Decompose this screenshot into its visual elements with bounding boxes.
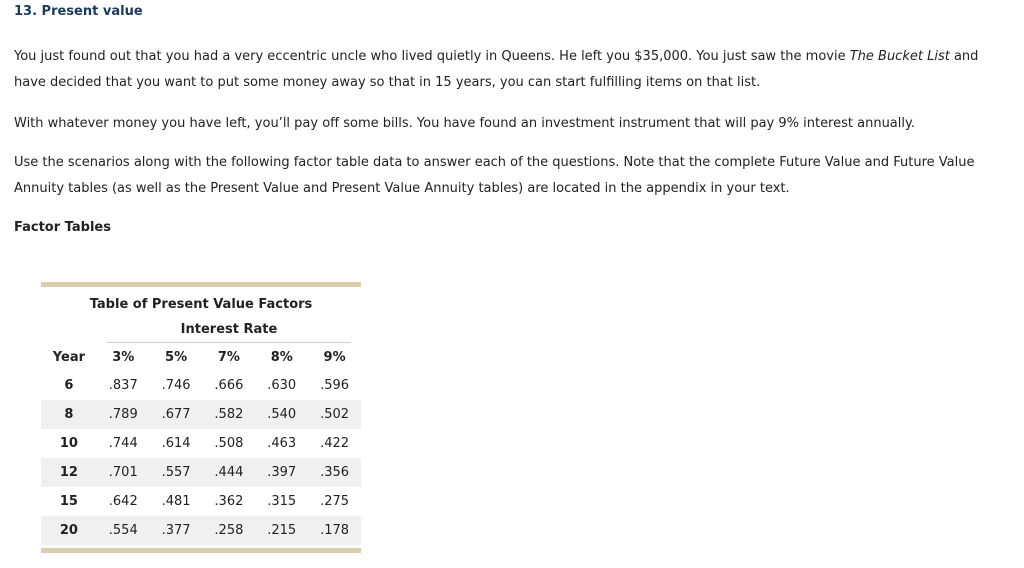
factor-cell: .557 (150, 458, 203, 487)
scenario-text-start: You just found out that you had a very eccentric uncle who lived quietly in Queens. He left you $35,000. You just saw the movie (14, 49, 850, 64)
factor-cell: .508 (214, 436, 244, 451)
year-cell: 8 (41, 400, 97, 429)
present-value-factor-table (41, 343, 361, 545)
table-title: Table of Present Value Factors (89, 297, 313, 312)
movie-title: The Bucket List (849, 49, 950, 64)
factor-cell: .215 (255, 516, 308, 545)
factor-cell: .463 (267, 436, 297, 451)
factor-cell: .630 (267, 378, 297, 393)
table-row (41, 487, 361, 516)
year-cell: 12 (41, 458, 97, 487)
factor-cell: .554 (97, 516, 150, 545)
table-row (41, 429, 361, 458)
year-cell: 6 (64, 378, 74, 393)
factor-cell: .540 (255, 400, 308, 429)
factor-cell: .582 (202, 400, 255, 429)
scenario-paragraph (14, 44, 1014, 96)
rate-column-header: 3% (112, 349, 135, 365)
scenario-text-end: and have decided that you want to put some money away so that in 15 years, you can start fulfilling items on that list. (14, 49, 979, 90)
factor-cell: .789 (97, 400, 150, 429)
factor-cell: .596 (320, 378, 350, 393)
factor-cell: .444 (202, 458, 255, 487)
rate-column-header: 5% (165, 349, 188, 365)
year-cell: 10 (59, 436, 78, 451)
factor-cell: .422 (320, 436, 350, 451)
table-row (41, 400, 361, 429)
question-title: 13. Present value (14, 4, 143, 19)
year-cell: 15 (59, 494, 78, 509)
investment-paragraph: With whatever money you have left, you’ll pay off some bills. You have found an investment instrument that will pay 9% interest annually. (14, 116, 915, 131)
factor-cell: .397 (255, 458, 308, 487)
factor-cell: .377 (150, 516, 203, 545)
factor-cell: .837 (108, 378, 138, 393)
table-header-row (41, 343, 361, 371)
factor-cell: .362 (214, 494, 244, 509)
factor-cell: .481 (161, 494, 191, 509)
factor-tables-heading: Factor Tables (14, 220, 111, 235)
table-row (41, 371, 361, 400)
factor-cell: .356 (308, 458, 361, 487)
factor-cell: .178 (308, 516, 361, 545)
table-row (41, 516, 361, 545)
table-top-rule (41, 282, 361, 287)
factor-cell: .275 (320, 494, 350, 509)
factor-cell: .666 (214, 378, 244, 393)
factor-cell: .614 (161, 436, 191, 451)
factor-cell: .642 (108, 494, 138, 509)
rate-column-header: 7% (217, 349, 240, 365)
rate-column-header: 8% (270, 349, 293, 365)
factor-cell: .701 (97, 458, 150, 487)
factor-cell: .744 (108, 436, 138, 451)
year-cell: 20 (41, 516, 97, 545)
factor-cell: .677 (150, 400, 203, 429)
table-subtitle: Interest Rate (180, 322, 278, 337)
factor-cell: .502 (308, 400, 361, 429)
instructions-paragraph: Use the scenarios along with the following factor table data to answer each of the questions. Note that the complete Future Value and Future Value Annuity tables (as well as the Present Value and Present Value Annuity tables) are located in the appendix in your text. (14, 155, 975, 196)
factor-cell: .315 (267, 494, 297, 509)
factor-cell: .258 (202, 516, 255, 545)
table-row (41, 458, 361, 487)
rate-column-header: 9% (323, 349, 346, 365)
factor-cell: .746 (161, 378, 191, 393)
year-column-header: Year (52, 349, 86, 365)
table-bottom-rule (41, 548, 361, 553)
